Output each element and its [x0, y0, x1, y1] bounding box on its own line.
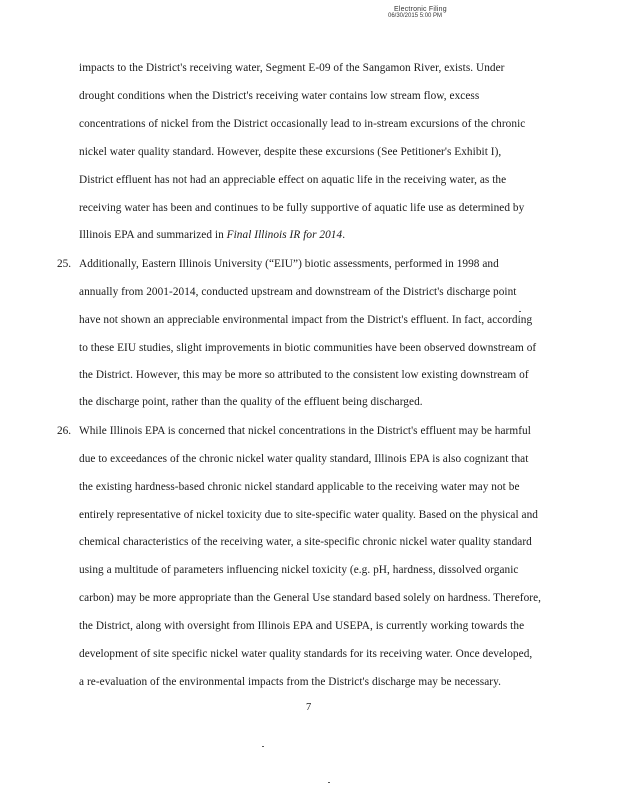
text-line: annually from 2001-2014, conducted upstream and downstream of the District's discharge point	[79, 286, 517, 298]
text-line: District effluent has not had an appreciable effect on aquatic life in the receiving water, as the	[79, 174, 507, 186]
text-line: the District. However, this may be more so attributed to the consistent low existing downstream of	[79, 369, 529, 381]
text-line: a re-evaluation of the environmental impacts from the District's discharge may be necessary.	[79, 676, 501, 688]
text-line: concentrations of nickel from the District occasionally lead to in-stream excursions of the chronic	[79, 118, 526, 130]
text-line: drought conditions when the District's receiving water contains low stream flow, excess	[79, 90, 480, 102]
report-title-italic: Final Illinois IR for 2014	[226, 229, 343, 241]
text-line: the District, along with oversight from Illinois EPA and USEPA, is currently working towards the	[79, 620, 525, 632]
text-line: using a multitude of parameters influencing nickel toxicity (e.g. pH, hardness, dissolved organic	[79, 564, 519, 576]
text-line: Additionally, Eastern Illinois University (“EIU”) biotic assessments, performed in 1998 and	[79, 258, 499, 270]
paragraph-number-26: 26.	[57, 425, 72, 437]
paragraph-number-25: 25.	[57, 258, 72, 270]
scan-speck	[328, 782, 330, 783]
stamp-date: 06/30/2015 5:00 PM	[388, 13, 443, 19]
text-line: carbon) may be more appropriate than the General Use standard based solely on hardness. Therefore,	[79, 592, 542, 604]
text-line: due to exceedances of the chronic nickel water quality standard, Illinois EPA is also cognizant that	[79, 453, 529, 465]
text-line: development of site specific nickel water quality standards for its receiving water. Once developed,	[79, 648, 533, 660]
text-line: impacts to the District's receiving water, Segment E-09 of the Sangamon River, exists. Under	[79, 62, 505, 74]
stamp-title: Electronic Filing	[394, 6, 447, 13]
text-line: have not shown an appreciable environmental impact from the District's effluent. In fact, according	[79, 314, 533, 326]
page-number: 7	[306, 702, 312, 713]
text-line: nickel water quality standard. However, despite these excursions (See Petitioner's Exhibit I),	[79, 146, 502, 158]
scan-speck	[519, 311, 521, 312]
text-line: to these EIU studies, slight improvements in biotic communities have been observed downstream of	[79, 342, 537, 354]
text-line: the existing hardness-based chronic nickel standard applicable to the receiving water may not be	[79, 481, 520, 493]
text-line: the discharge point, rather than the quality of the effluent being discharged.	[79, 396, 423, 408]
scan-speck	[262, 746, 264, 747]
text-line: entirely representative of nickel toxicity due to site-specific water quality. Based on the physical and	[79, 509, 539, 521]
text-line: receiving water has been and continues to be fully supportive of aquatic life use as determined by	[79, 202, 525, 214]
text-run: Illinois EPA and summarized in	[79, 229, 227, 241]
text-run: .	[342, 229, 346, 241]
text-line: While Illinois EPA is concerned that nickel concentrations in the District's effluent may be harmful	[79, 425, 531, 437]
text-line: chemical characteristics of the receiving water, a site-specific chronic nickel water quality standard	[79, 536, 532, 548]
text-line	[79, 229, 345, 241]
